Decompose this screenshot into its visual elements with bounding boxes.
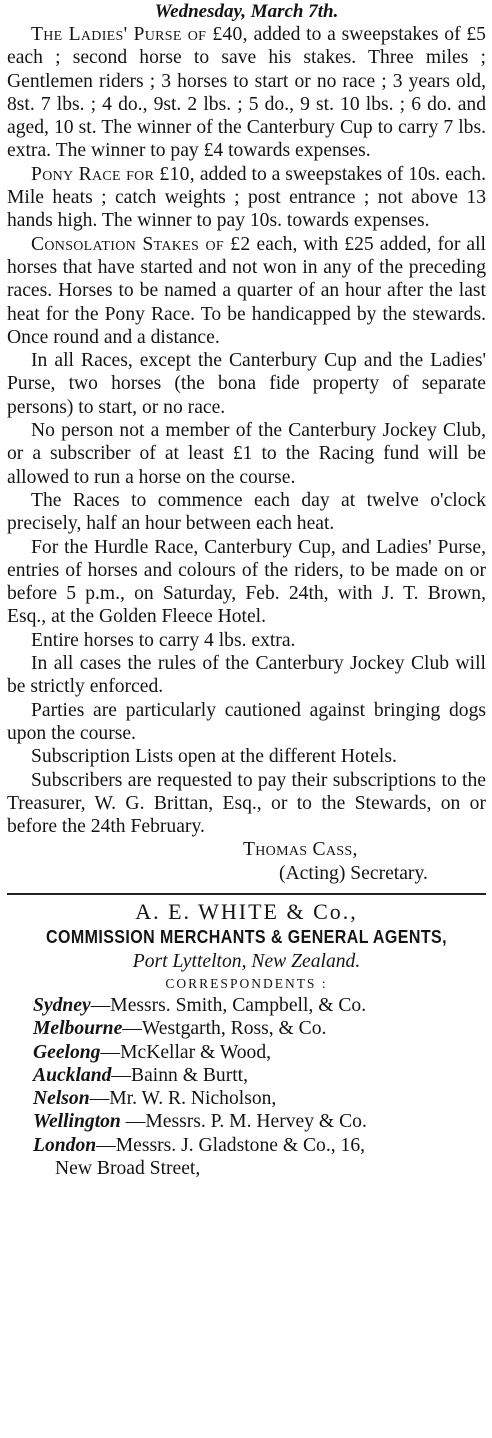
all-races-rule-paragraph: In all Races, except the Canterbury Cup and the Ladies' Purse, two horses (the bona fide property of separate persons) to start, or no race. xyxy=(7,350,486,418)
entries-paragraph: For the Hurdle Race, Canterbury Cup, and Ladies' Purse, entries of horses and colours of the riders, to be made on or before 5 p.m., on Saturday, Feb. 24th, with J. T. Brown, Esq., at the Golden Fleece Hotel. xyxy=(7,536,486,628)
notice-date-heading: Wednesday, March 7th. xyxy=(154,1,339,22)
correspondent-agent: —Messrs. J. Gladstone & Co., 16, xyxy=(96,1134,366,1156)
subscribers-paragraph: Subscribers are requested to pay their subscriptions to the Treasurer, W. G. Brittan, Esq., or to the Stewards, on or before the 24th February. xyxy=(7,769,486,838)
dogs-caution-paragraph: Parties are particularly cautioned against bringing dogs upon the course. xyxy=(7,699,486,744)
paragraph-body: added to a sweepstakes of £5 each ; second horse to save his stakes. Three miles ; Gentlemen riders ; 3 horses to start or no race ; 3 years old, 8st. 7 lbs. ; 4 do., 9st. 2 lbs. ; 5 do., 9 st. 10 lbs. ; 6 do. and aged, 10 st. The winner of the Canterbury Cup to carry 7 lbs. extra. The winner to pay £4 towards expenses. xyxy=(7,24,486,162)
consolation-stakes-paragraph xyxy=(7,233,486,349)
ladies-purse-paragraph xyxy=(7,23,486,163)
column-divider xyxy=(7,893,486,895)
paragraph-lead: Consolation Stakes of £2 xyxy=(31,233,251,255)
correspondent-city: Wellington xyxy=(33,1111,121,1133)
paragraph-body: added to a sweepstakes of 10s. each. Mile heats ; catch weights ; post entrance ; not above 13 hands high. The winner to pay 10s. towards expenses. xyxy=(7,163,487,232)
list-item xyxy=(7,1134,486,1157)
correspondent-city: Sydney xyxy=(33,994,91,1016)
rules-paragraph: In all cases the rules of the Canterbury Jockey Club will be strictly enforced. xyxy=(7,653,486,698)
list-item xyxy=(7,1017,486,1040)
correspondents-list xyxy=(7,994,486,1180)
correspondent-agent: —Bainn & Burtt, xyxy=(111,1064,249,1086)
list-item xyxy=(7,994,486,1017)
correspondent-agent: —McKellar & Wood, xyxy=(100,1041,272,1063)
advert-business-line: COMMISSION MERCHANTS & GENERAL AGENTS, xyxy=(45,925,448,947)
entire-horses-paragraph: Entire horses to carry 4 lbs. extra. xyxy=(31,629,296,651)
correspondent-city: Geelong xyxy=(33,1041,101,1063)
eligibility-paragraph: No person not a member of the Canterbury Jockey Club, or a subscriber of at least £1 to the Racing fund will be allowed to run a horse on the course. xyxy=(7,420,486,488)
correspondents-heading: CORRESPONDENTS : xyxy=(165,975,328,991)
pony-race-paragraph xyxy=(7,163,486,233)
list-item-continuation: New Broad Street, xyxy=(55,1158,201,1180)
correspondent-agent: —Mr. W. R. Nicholson, xyxy=(89,1088,277,1110)
correspondent-city: London xyxy=(33,1134,97,1156)
correspondent-agent: —Messrs. Smith, Campbell, & Co. xyxy=(90,994,367,1016)
correspondent-agent: —Messrs. P. M. Hervey & Co. xyxy=(120,1111,367,1133)
correspondent-city: Melbourne xyxy=(33,1018,123,1040)
list-item xyxy=(7,1041,486,1064)
paragraph-lead: The Ladies' Purse of £40, xyxy=(31,24,248,45)
advert-location: Port Lyttelton, New Zealand. xyxy=(132,950,361,972)
start-time-paragraph: The Races to commence each day at twelve o'clock precisely, half an hour between each heat. xyxy=(7,489,486,535)
list-item xyxy=(7,1110,486,1133)
signature-name: Thomas Cass, xyxy=(243,839,358,861)
paragraph-body: each, with £25 added, for all horses that have started and not won in any of the preceding races. Horses to be named a quarter of an hour after the last heat for the Pony Race. To be handicapped by the stewards. Once round and a distance. xyxy=(7,233,486,348)
correspondent-city: Auckland xyxy=(33,1064,112,1086)
signature-title: (Acting) Secretary. xyxy=(279,862,428,884)
list-item xyxy=(7,1064,486,1087)
subscription-lists-paragraph: Subscription Lists open at the different Hotels. xyxy=(31,746,397,768)
paragraph-lead: Pony Race for £10, xyxy=(31,163,195,185)
list-item xyxy=(7,1087,486,1110)
correspondent-city: Nelson xyxy=(33,1088,90,1110)
correspondent-agent: —Westgarth, Ross, & Co. xyxy=(122,1018,327,1040)
advert-firm-name: A. E. WHITE & Co., xyxy=(135,898,358,924)
